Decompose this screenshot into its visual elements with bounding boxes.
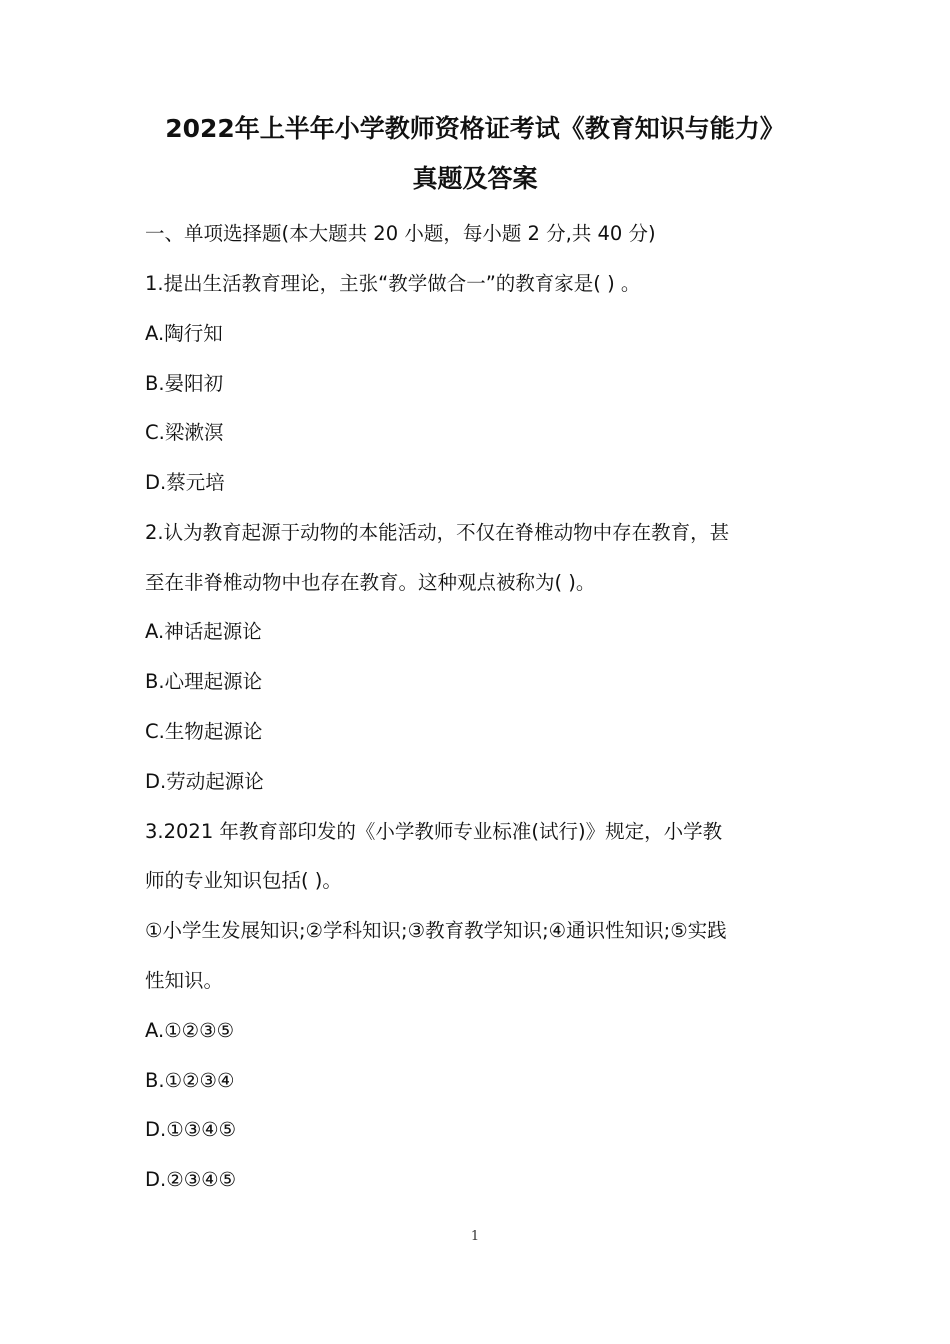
question-1-option-b: B.晏阳初 (145, 372, 224, 395)
question-3-option-b: B.①②③④ (145, 1069, 235, 1092)
question-2-option-d: D.劳动起源论 (145, 770, 264, 793)
question-2-option-c: C.生物起源论 (145, 720, 263, 743)
question-3-stem-line-3: ①小学生发展知识;②学科知识;③教育教学知识;④通识性知识;⑤实践 (145, 919, 727, 942)
question-1-option-d: D.蔡元培 (145, 471, 225, 494)
question-3-option-a: A.①②③⑤ (145, 1019, 235, 1042)
document-title-line-2: 真题及答案 (412, 164, 538, 193)
question-2-option-a: A.神话起源论 (145, 620, 262, 643)
question-3-stem-line-1: 3.2021 年教育部印发的《小学教师专业标准(试行)》规定，小学教 (145, 820, 723, 843)
document-title-line-1: 2022年上半年小学教师资格证考试《教育知识与能力》 (165, 114, 785, 143)
section-heading: 一、单项选择题(本大题共 20 小题，每小题 2 分,共 40 分) (145, 222, 656, 245)
question-3-stem-line-2: 师的专业知识包括( )。 (145, 869, 342, 892)
page-number: 1 (470, 1229, 480, 1244)
question-2-option-b: B.心理起源论 (145, 670, 263, 693)
question-3-option-c: D.①③④⑤ (145, 1118, 237, 1141)
question-1-option-a: A.陶行知 (145, 322, 223, 345)
question-1-option-c: C.梁漱溟 (145, 421, 224, 444)
question-3-stem-line-4: 性知识。 (145, 969, 224, 992)
question-2-stem-line-2: 至在非脊椎动物中也存在教育。这种观点被称为( )。 (145, 571, 596, 594)
question-2-stem-line-1: 2.认为教育起源于动物的本能活动，不仅在脊椎动物中存在教育，甚 (145, 521, 730, 544)
question-1-stem: 1.提出生活教育理论，主张“教学做合一”的教育家是( ) 。 (145, 272, 641, 295)
question-3-option-d: D.②③④⑤ (145, 1168, 237, 1191)
